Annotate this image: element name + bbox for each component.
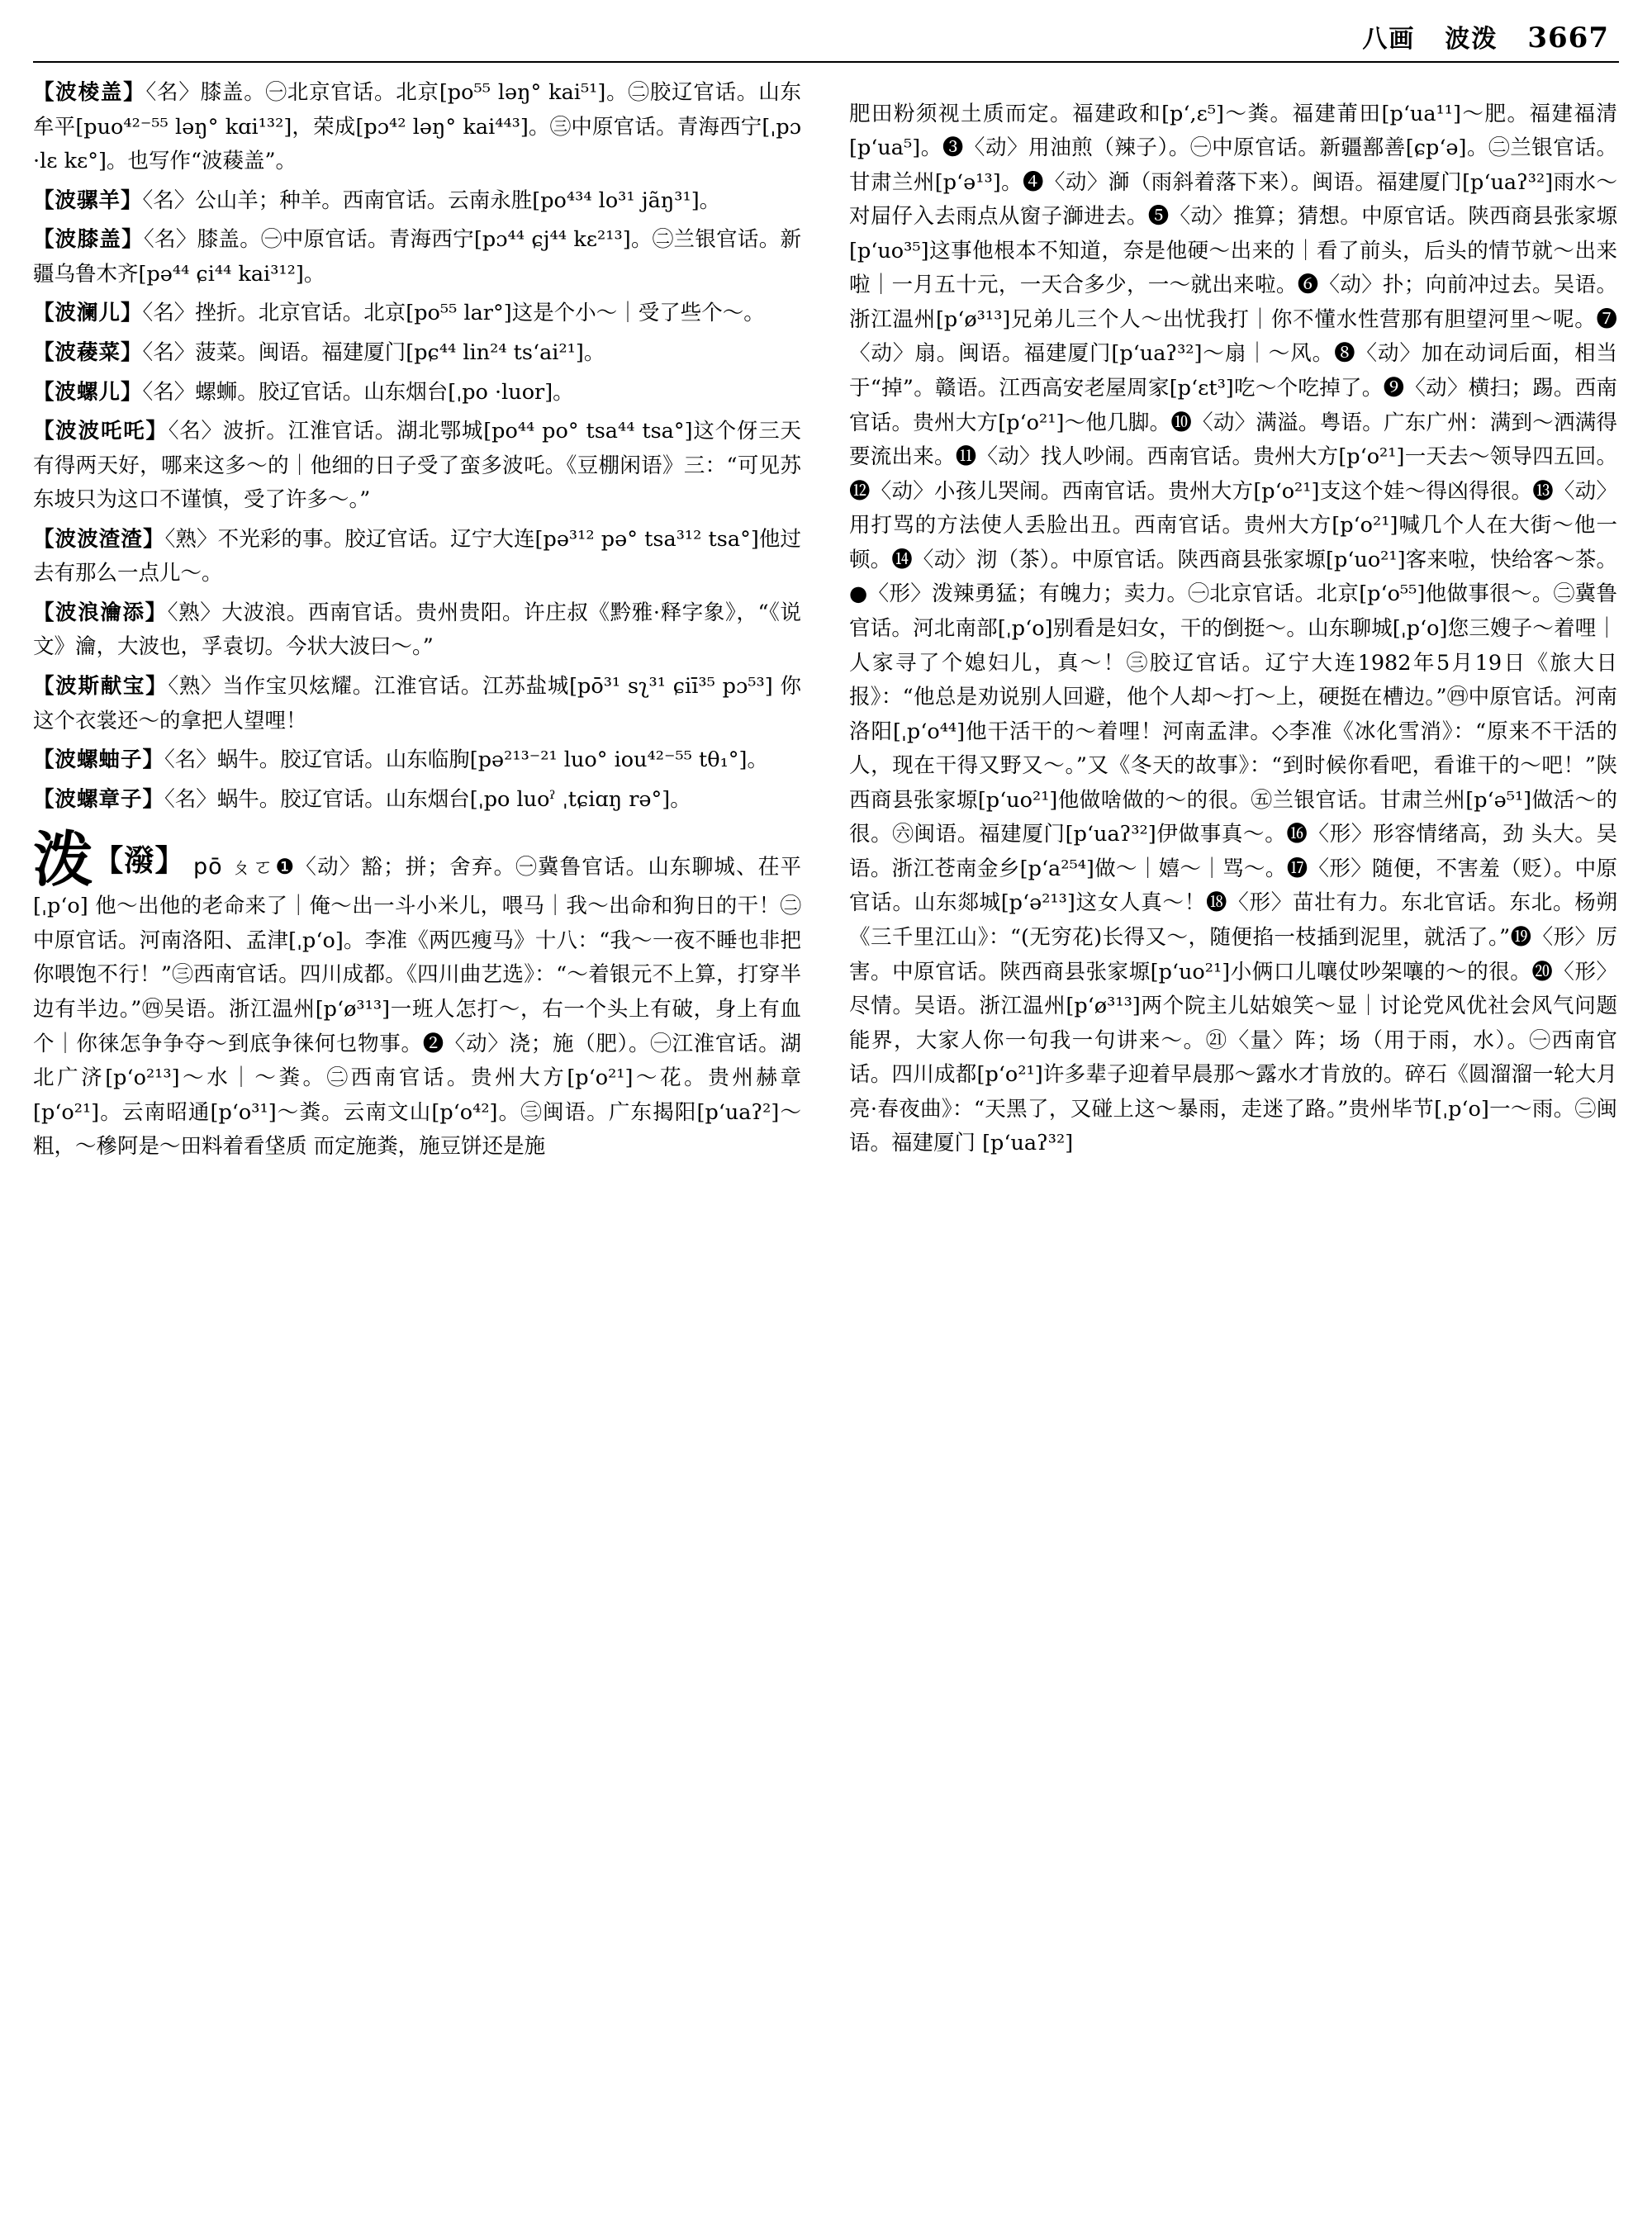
- main-entry-character: 泼: [33, 824, 94, 895]
- dictionary-entry: [33, 415, 801, 518]
- dictionary-entry: [33, 596, 801, 665]
- main-entry-pinyin: pō: [193, 854, 223, 880]
- entry-headword: 【波螺蚰子】: [33, 747, 165, 773]
- dictionary-entry: [33, 523, 801, 591]
- header-divider: [33, 61, 1619, 63]
- main-dictionary-entry: [33, 824, 801, 1165]
- page-number: 3667: [1527, 21, 1609, 55]
- dictionary-entry: [33, 184, 801, 219]
- entry-text: 〈名〉蜗牛。胶辽官话。山东烟台[ˌpo luoˀ ˌtɕiɑŋ rə°]。: [164, 786, 691, 812]
- dictionary-entry: [33, 223, 801, 292]
- entry-text: 〈名〉公山羊；种羊。西南官话。云南永胜[po⁴³⁴ lo³¹ jãŋ³¹]。: [142, 187, 721, 213]
- entry-text: 〈名〉蜗牛。胶辽官话。山东临朐[pə²¹³⁻²¹ luo° iou⁴²⁻⁵⁵ tθ₁°]。: [164, 747, 768, 773]
- entry-headword: 【波骡羊】: [33, 187, 143, 213]
- left-column: [33, 76, 801, 2217]
- entry-headword: 【波螺儿】: [33, 379, 143, 405]
- dictionary-entry: [33, 783, 801, 818]
- header-char-label: 波泼: [1445, 25, 1498, 54]
- entry-text: 〈名〉菠菜。闽语。福建厦门[pɕ⁴⁴ lin²⁴ tsʻai²¹]。: [142, 339, 605, 365]
- main-entry-zhuyin: ㄆㄛ: [230, 855, 276, 880]
- entry-headword: 【波螺章子】: [33, 786, 165, 812]
- right-column-body: 肥田粉须视土质而定。福建政和[pʻ,ɛ⁵]～粪。福建莆田[pʻua¹¹]～肥。福建福清[pʻua⁵]。❸〈动〉用油煎（辣子）。㊀中原官话。新疆鄯善[ɕpʻə]。㊁兰银官话。甘肃兰州[pʻə¹³]。❹〈动〉溮（雨斜着落下来）。闽语。福建厦门[pʻuaʔ³²]雨水～对屇仔入去雨点从窗子溮进去。❺〈动〉推算；猜想。中原官话。陕西商县张家塬[pʻuo³⁵]这事他根本不知道，奈是他硬～出来的｜看了前头，后头的情节就～出来啦｜一月五十元，一天合多少，一～就出来啦。❻〈动〉扑；向前冲过去。吴语。浙江温州[pʻø³¹³]兄弟儿三个人～出忧我打｜你不懂水性营那有胆望河里～呢。❼〈动〉扇。闽语。福建厦门[pʻuaʔ³²]～扇｜～风。❽〈动〉加在动词后面，相当于“掉”。赣语。江西高安老屋周家[pʻɛt³]吃～个吃掉了。❾〈动〉横扫；踢。西南官话。贵州大方[pʻo²¹]～他几脚。❿〈动〉满溢。粤语。广东广州：满到～洒满得要流出来。⓫〈动〉找人吵闹。西南官话。贵州大方[pʻo²¹]一天去～领导四五回。⓬〈动〉小孩儿哭闹。西南官话。贵州大方[pʻo²¹]支这个娃～得凶得很。⓭〈动〉用打骂的方法使人丢脸出丑。西南官话。贵州大方[pʻo²¹]喊几个人在大街～他一顿。⓮〈动〉沏（茶）。中原官话。陕西商县张家塬[pʻuo²¹]客来啦，快给客～茶。●〈形〉泼辣勇猛；有魄力；卖力。㊀北京官话。北京[pʻo⁵⁵]他做事很～。㊁冀鲁官话。河北南部[ˌpʻo]别看是妇女，干的倒挺～。山东聊城[ˌpʻo]您三嫂子～着哩｜人家寻了个媳妇儿，真～！㊂胶辽官话。辽宁大连1982年5月19日《旅大日报》：“他总是劝说别人回避，他个人却～打～上，硬挺在槽边。”㊃中原官话。河南洛阳[ˌpʻo⁴⁴]他干活干的～着哩！河南孟津。◇李准《冰化雪消》：“原来不干活的人，现在干得又野又～。”又《冬天的故事》：“到时候你看吧，看谁干的～吧！”陕西商县张家塬[pʻuo²¹]他做啥做的～的很。㊄兰银官话。甘肃兰州[pʻə⁵¹]做活～的很。㊅闽语。福建厦门[pʻuaʔ³²]伊做事真～。⓰〈形〉形容情绪高，劲 头大。吴语。浙江苍南金乡[pʻa²⁵⁴]做～｜嬉～｜骂～。⓱〈形〉随便，不害羞（贬）。中原官话。山东郯城[pʻə²¹³]这女人真～！⓲〈形〉苗壮有力。东北官话。东北。杨朔《三千里江山》：“(无穷花)长得又～，随便掐一枝插到泥里，就活了。”⓳〈形〉厉害。中原官话。陕西商县张家塬[pʻuo²¹]小俩口儿嚷仗吵架嚷的～的很。⓴〈形〉尽情。吴语。浙江温州[pʻø³¹³]两个院主儿姑娘笑～显｜讨论党风优社会风气问题能界，大家人你一句我一句讲来～。㉑〈量〉阵；场（用于雨，水）。㊀西南官话。四川成都[pʻo²¹]许多辈子迎着早晨那～露水才肯放的。碎石《圆溜溜一轮大月亮·春夜曲》：“天黑了，又碰上这～暴雨，走迷了路。”贵州毕节[ˌpʻo]一～雨。㊁闽语。福建厦门 [pʻuaʔ³²]: [849, 101, 1617, 1156]
- main-entry-body: ❶〈动〉豁；拼；舍弃。㊀冀鲁官话。山东聊城、茌平[ˌpʻo] 他～出他的老命来了｜俺～出一斗小米儿，喂马｜我～出命和狗日的干！㊁中原官话。河南洛阳、孟津[ˌpʻo]。李准《两匹瘦马》十八：“我～一夜不睡也非把你喂饱不行！”㊂西南官话。四川成都。《四川曲艺选》：“～着银元不上算，打穿半边有半边。”㊃吴语。浙江温州[pʻø³¹³]一班人怎打～，右一个头上有破，身上有血个｜你徕怎争争夺～到底争徕何乜物事。❷〈动〉浇；施（肥）。㊀江淮官话。湖北广济[pʻo²¹³]～水｜～粪。㊁西南官话。贵州大方[pʻo²¹]～花。贵州赫章[pʻo²¹]。云南昭通[pʻo³¹]～粪。云南文山[pʻo⁴²]。㊂闽语。广东揭阳[pʻuaʔ²]～粗，～穇阿是～田料着看垡质 而定施粪，施豆饼还是施: [33, 855, 801, 1160]
- main-entry-variant-character: 【潑】: [93, 843, 186, 879]
- entry-headword: 【波浪瀹添】: [33, 600, 168, 625]
- entry-headword: 【波斯献宝】: [33, 674, 169, 699]
- entry-text: 〈名〉挫折。北京官话。北京[po⁵⁵ lar°]这是个小～｜受了些个～。: [142, 301, 765, 326]
- entry-headword: 【波膝盖】: [33, 227, 144, 253]
- entry-headword: 【波薐菜】: [33, 339, 143, 365]
- entry-text: 〈名〉膝盖。㊀北京官话。北京[po⁵⁵ ləŋ° kai⁵¹]。㊁胶辽官话。山东牟平[puo⁴²⁻⁵⁵ ləŋ° kɑi¹³²]，荣成[pɔ⁴² ləŋ° kai⁴⁴³]。㊂中原官话。青海西宁[ˌpɔ ·lɛ kɛ°]。也写作“波薐盖”。: [33, 80, 801, 174]
- dictionary-entry: [33, 297, 801, 331]
- header-stroke-label: 八画: [1362, 25, 1416, 54]
- right-column: [834, 76, 1617, 2217]
- entry-text: 〈熟〉大波浪。西南官话。贵州贵阳。许庄叔《黔雅·释字象》，“《说文》瀹，大波也，孚袁切。今状大波曰～。”: [33, 600, 801, 660]
- entry-headword: 【波澜儿】: [33, 301, 143, 326]
- entry-text: 〈名〉膝盖。㊀中原官话。青海西宁[pɔ⁴⁴ ɕj⁴⁴ kɛ²¹³]。㊁兰银官话。新疆乌鲁木齐[pə⁴⁴ ɕi⁴⁴ kai³¹²]。: [33, 227, 801, 287]
- entry-headword: 【波波渣渣】: [33, 526, 165, 552]
- dictionary-entry: [33, 670, 801, 738]
- dictionary-entry: [33, 76, 801, 179]
- entry-headword: 【波波吒吒】: [33, 419, 169, 444]
- entry-headword: 【波棱盖】: [33, 80, 146, 105]
- dictionary-entry: [33, 743, 801, 778]
- entry-text: 〈熟〉不光彩的事。胶辽官话。辽宁大连[pə³¹² pə° tsa³¹² tsa°]他过去有那么一点儿～。: [33, 526, 801, 586]
- page-header: [1362, 18, 1609, 55]
- entry-text: 〈名〉波折。江淮官话。湖北鄂城[po⁴⁴ po° tsa⁴⁴ tsa°]这个伢三天有得两天好，哪来这多～的｜他细的日子受了蛮多波吒。《豆棚闲语》三：“可见苏东坡只为这口不谨慎，受了许多～。”: [33, 419, 801, 513]
- dictionary-entry: [33, 336, 801, 371]
- dictionary-entry: [33, 376, 801, 410]
- entry-text: 〈名〉螺蛳。胶辽官话。山东烟台[ˌpo ·luor]。: [142, 379, 574, 405]
- body-columns: [33, 76, 1619, 2217]
- entry-text: 〈熟〉当作宝贝炫耀。江淮官话。江苏盐城[pō³¹ sʅ³¹ ɕiī³⁵ pɔ⁵³] 你这个衣裳还～的拿把人望哩！: [33, 674, 801, 733]
